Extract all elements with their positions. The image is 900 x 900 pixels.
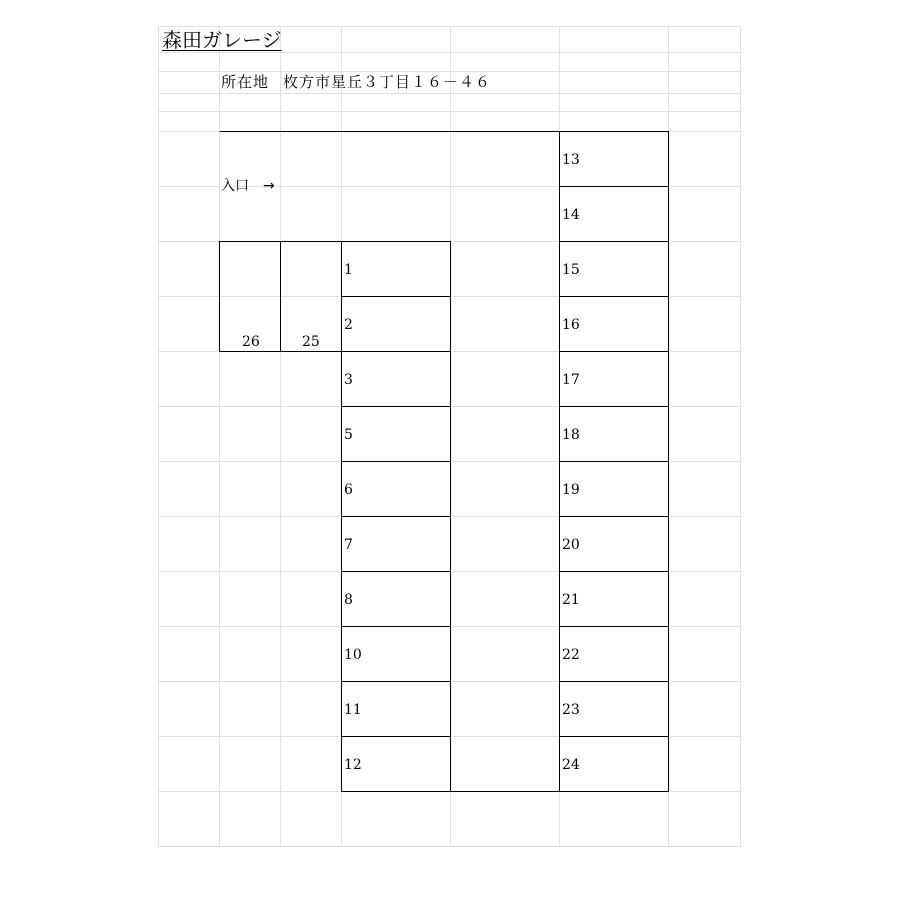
address-label: 所在地 (221, 73, 270, 91)
slot-number: 8 (344, 591, 353, 608)
slot-number: 3 (344, 371, 353, 388)
slot-number: 24 (562, 756, 580, 773)
entrance-row (221, 179, 275, 193)
slot-number: 6 (344, 481, 353, 498)
parking-slot-box (342, 462, 451, 517)
slot-number: 18 (562, 426, 580, 443)
parking-slot-box (342, 517, 451, 572)
slot-number: 15 (562, 261, 580, 278)
address-value: 枚方市星丘３丁目１６－４６ (283, 73, 492, 91)
slot-number: 17 (562, 371, 580, 388)
address-row (221, 75, 491, 90)
slot-number: 1 (344, 261, 353, 278)
sheet-title: 森田ガレージ (162, 28, 282, 52)
parking-slot-box (342, 297, 451, 352)
slot-number: 20 (562, 536, 580, 553)
slot-number: 12 (344, 756, 362, 773)
entrance-label: 入口 (221, 178, 249, 194)
slot-number: 23 (562, 701, 580, 718)
slot-number: 21 (562, 591, 580, 608)
slot-number: 16 (562, 316, 580, 333)
parking-slot-box (342, 572, 451, 627)
slot-number: 7 (344, 536, 353, 553)
slot-number: 2 (344, 316, 353, 333)
slot-number: 10 (344, 646, 362, 663)
arrow-right-icon: → (263, 178, 275, 194)
slot-number: 19 (562, 481, 580, 498)
gridlines (159, 27, 741, 847)
slot-number: 22 (562, 646, 580, 663)
slot-number: 11 (344, 701, 362, 718)
parking-slot-box (342, 242, 451, 297)
slot-number: 26 (242, 334, 260, 350)
slot-number: 13 (562, 151, 580, 168)
slot-number: 5 (344, 426, 353, 443)
parking-slot-box (342, 407, 451, 462)
parking-slot-box (342, 352, 451, 407)
slot-number: 25 (302, 334, 320, 350)
slot-number: 14 (562, 206, 580, 223)
